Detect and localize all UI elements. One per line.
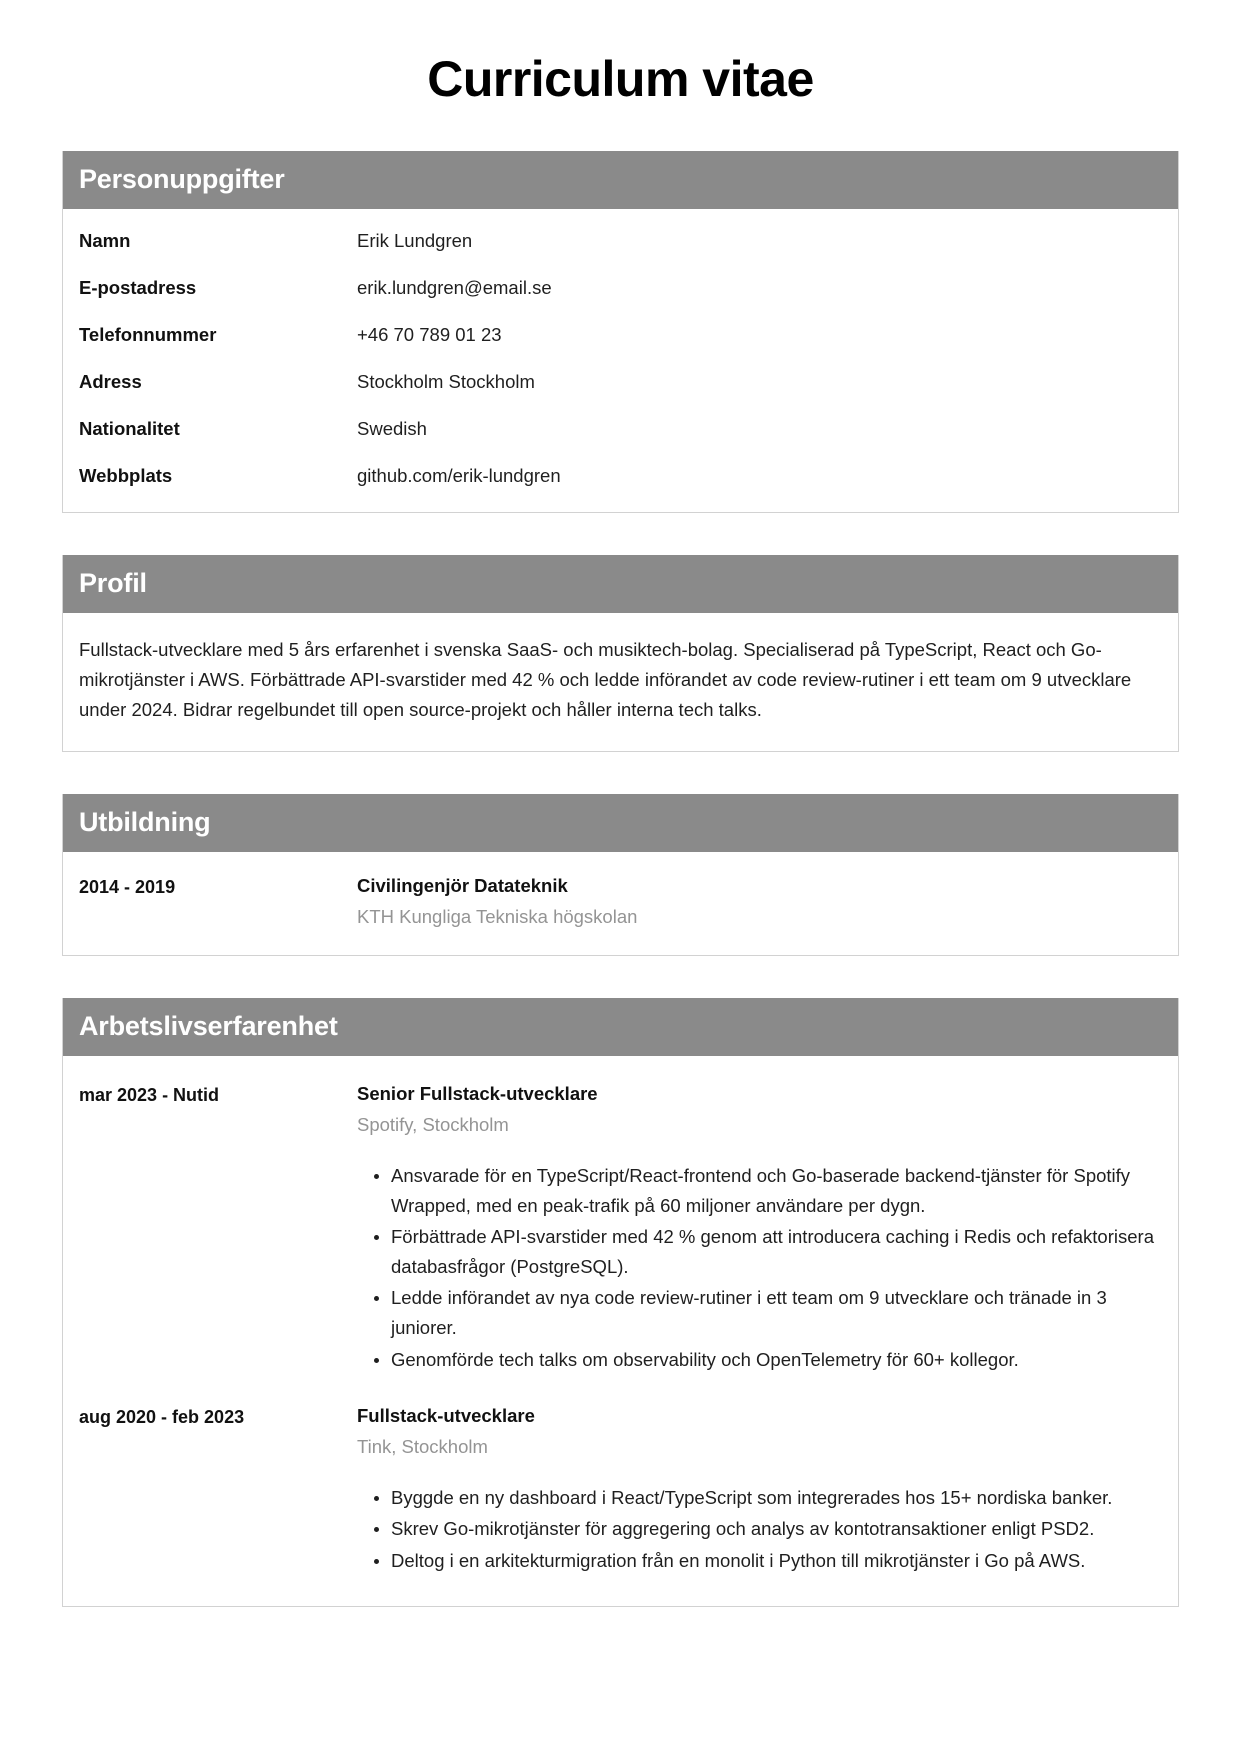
detail-value: +46 70 789 01 23: [357, 324, 502, 346]
detail-label: Nationalitet: [79, 418, 180, 440]
entry-period: 2014 - 2019: [79, 877, 176, 898]
detail-value: github.com/erik-lundgren: [357, 465, 561, 487]
entry-bullet: • Skrev Go-mikrotjänster för aggregering och analys av kontotransaktioner enligt PSD2.: [391, 1514, 1162, 1546]
entry-period: aug 2020 - feb 2023: [79, 1407, 245, 1428]
section-work-experience: [62, 998, 1179, 1607]
detail-row-namn: [79, 229, 1162, 276]
detail-row-phone: [79, 323, 1162, 370]
entry-main: [357, 874, 1162, 931]
page-title: Curriculum vitae: [427, 51, 814, 107]
detail-row-address: [79, 370, 1162, 417]
entry-bullet-list: [357, 1161, 1162, 1376]
detail-row-website: [79, 464, 1162, 490]
education-body: [63, 852, 1178, 955]
entry-main: [357, 1404, 1162, 1578]
entry-subtitle: Spotify, Stockholm: [357, 1114, 509, 1136]
personal-details-body: [63, 209, 1178, 512]
entry-title: Fullstack-utvecklare: [357, 1405, 535, 1427]
detail-value: Stockholm Stockholm: [357, 371, 535, 393]
entry-bullet: • Förbättrade API-svarstider med 42 % genom att introducera caching i Redis och refaktorisera databasfrågor (PostgreSQL).: [391, 1222, 1162, 1283]
section-education: [62, 794, 1179, 956]
section-header-work-experience: Arbetslivserfarenhet: [63, 998, 1178, 1056]
detail-label: Webbplats: [79, 465, 173, 487]
work-experience-body: [63, 1056, 1178, 1606]
education-entry: [79, 874, 1162, 937]
detail-row-email: [79, 276, 1162, 323]
detail-label: Telefonnummer: [79, 324, 217, 346]
section-header-profile: Profil: [63, 555, 1178, 613]
entry-title: Senior Fullstack-utvecklare: [357, 1083, 598, 1105]
profile-summary-text: Fullstack-utvecklare med 5 års erfarenhet i svenska SaaS- och musiktech-bolag. Specialiserad på TypeScript, React och Go-mikrotjänster i AWS. Förbättrade API-svarstider med 42 % och ledde införandet av code review-rutiner i ett team om 9 utvecklare under 2024. Bidrar regelbundet till open source-projekt och håller interna tech talks.: [79, 639, 1132, 721]
entry-period: mar 2023 - Nutid: [79, 1085, 220, 1106]
entry-bullet: • Ledde införandet av nya code review-rutiner i ett team om 9 utvecklare och tränade in 3 juniorer.: [391, 1283, 1162, 1344]
detail-row-nationality: [79, 417, 1162, 464]
detail-label: E-postadress: [79, 277, 197, 299]
section-header-education: Utbildning: [63, 794, 1178, 852]
detail-label: Namn: [79, 230, 131, 252]
entry-bullet: • Deltog i en arkitekturmigration från en monolit i Python till mikrotjänster i Go på AWS.: [391, 1546, 1162, 1578]
detail-value: Swedish: [357, 418, 427, 440]
detail-value: Erik Lundgren: [357, 230, 473, 252]
entry-title: Civilingenjör Datateknik: [357, 875, 568, 897]
entry-bullet: • Ansvarade för en TypeScript/React-frontend och Go-baserade backend-tjänster för Spotify Wrapped, med en peak-trafik på 60 miljoner användare per dygn.: [391, 1161, 1162, 1222]
profile-body: [63, 613, 1178, 751]
entry-subtitle: Tink, Stockholm: [357, 1436, 488, 1458]
entry-bullet: • Byggde en ny dashboard i React/TypeScript som integrerades hos 15+ nordiska banker.: [391, 1483, 1162, 1515]
section-personal-details: [62, 151, 1179, 513]
experience-entry: [79, 1082, 1162, 1382]
section-profile: [62, 555, 1179, 752]
detail-label: Adress: [79, 371, 142, 393]
entry-main: [357, 1082, 1162, 1376]
experience-entry: [79, 1382, 1162, 1584]
entry-subtitle: KTH Kungliga Tekniska högskolan: [357, 906, 638, 928]
section-header-personal-details: Personuppgifter: [63, 151, 1178, 209]
detail-value: erik.lundgren@email.se: [357, 277, 552, 299]
entry-bullet-list: [357, 1483, 1162, 1578]
entry-bullet: • Genomförde tech talks om observability och OpenTelemetry för 60+ kollegor.: [391, 1345, 1162, 1377]
